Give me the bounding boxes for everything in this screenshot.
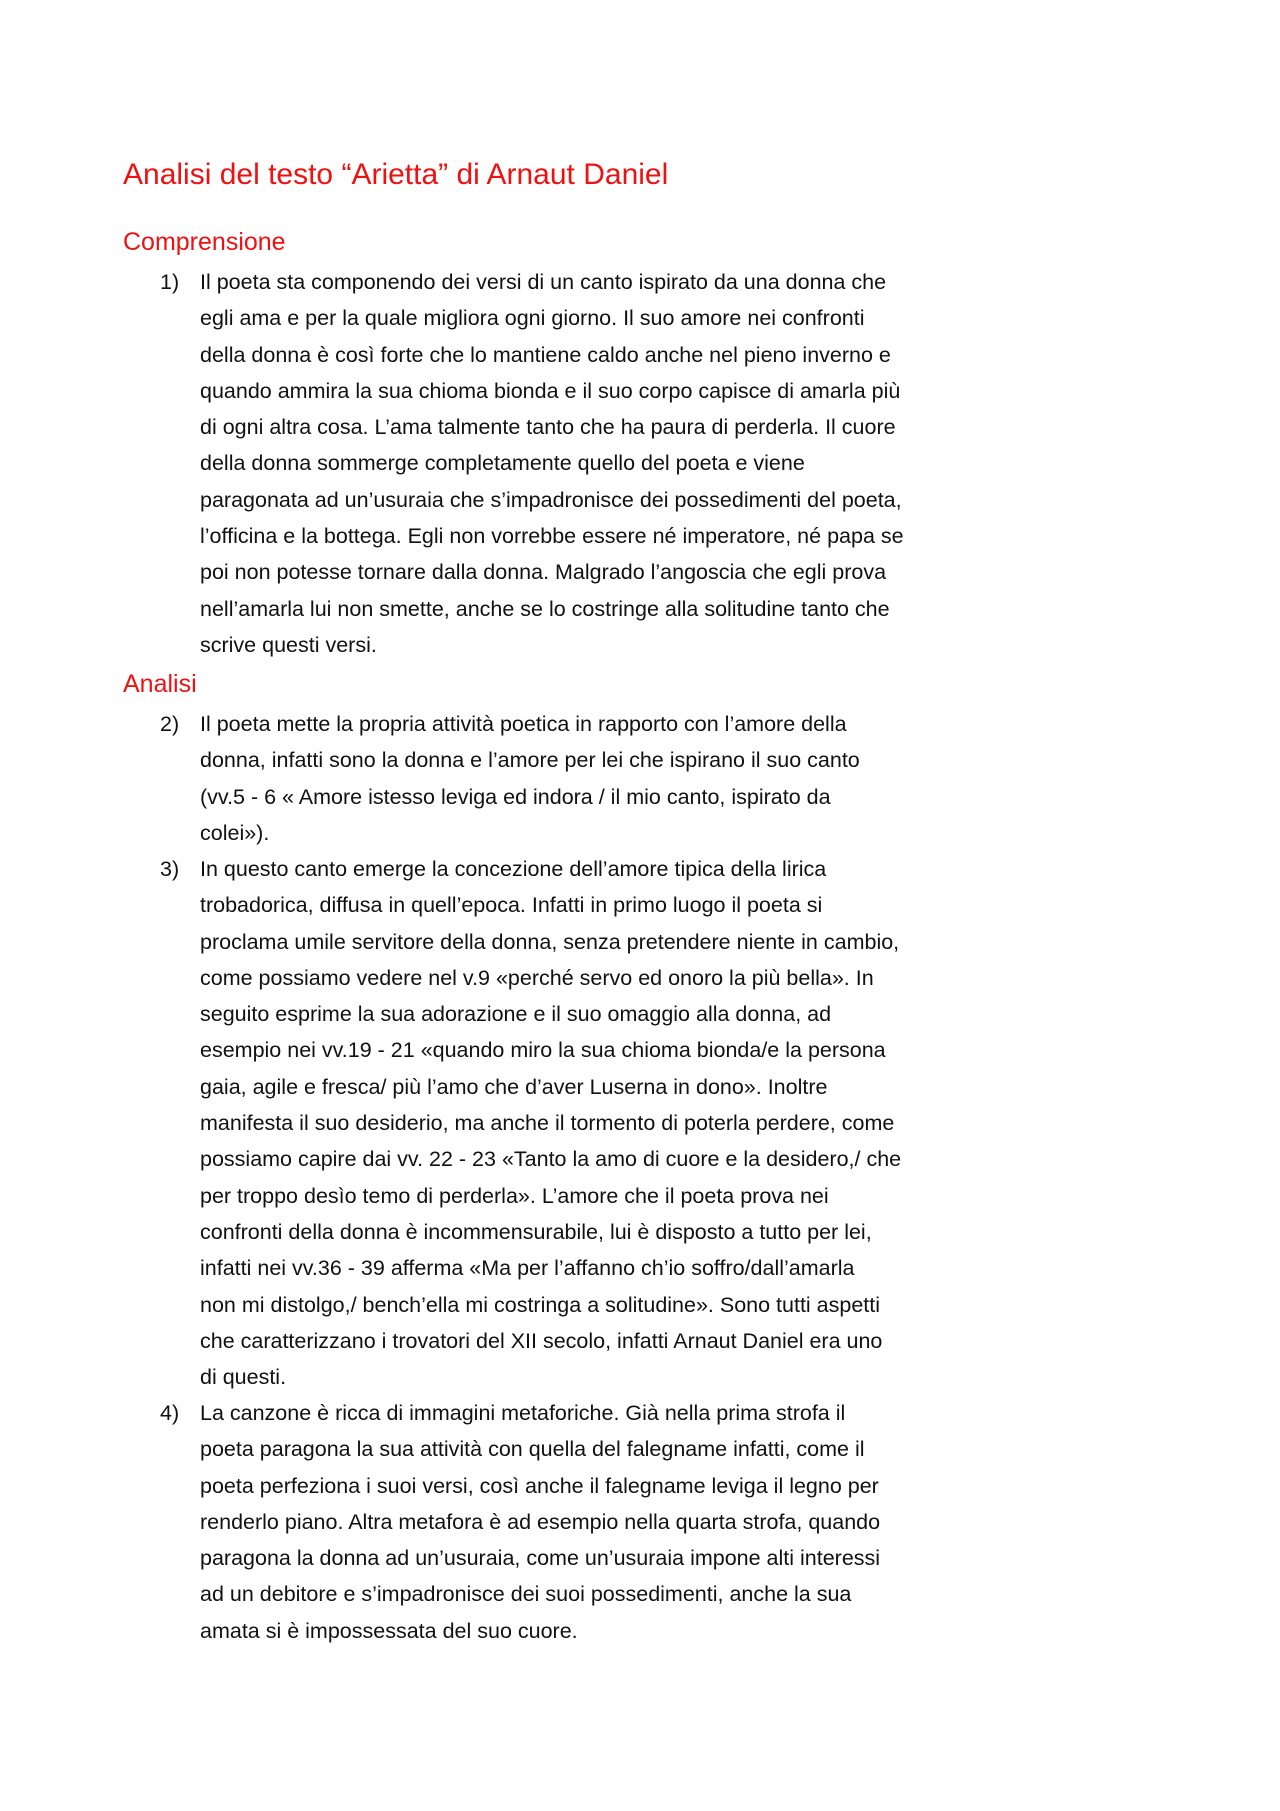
text-line: della donna è così forte che lo mantiene caldo anche nel pieno inverno e [200, 342, 891, 367]
text-line: paragona la donna ad un’usuraia, come un’usuraia impone alti interessi [200, 1546, 881, 1571]
text-line: poeta paragona la sua attività con quella del falegname infatti, come il [200, 1437, 865, 1462]
list-item-text [200, 1395, 990, 1649]
text-line: di ogni altra cosa. L’ama talmente tanto che ha paura di perderla. Il cuore [200, 415, 896, 440]
text-line: renderlo piano. Altra metafora è ad esempio nella quarta strofa, quando [200, 1509, 881, 1534]
text-line: l’officina e la bottega. Egli non vorrebbe essere né imperatore, né papa se [200, 524, 904, 549]
text-line: nell’amarla lui non smette, anche se lo costringe alla solitudine tanto che [200, 596, 890, 621]
document-title: Analisi del testo “Arietta” di Arnaut Daniel [123, 158, 669, 191]
text-line: di questi. [200, 1365, 287, 1390]
text-line: In questo canto emerge la concezione dell’amore tipica della lirica [200, 857, 827, 881]
list-item-number: 3) [160, 857, 180, 881]
text-line: scrive questi versi. [200, 632, 377, 657]
list-item-number: 4) [160, 1401, 180, 1425]
text-line: infatti nei vv.36 - 39 afferma «Ma per l’affanno ch’io soffro/dall’amarla [200, 1256, 855, 1281]
text-line: trobadorica, diffusa in quell’epoca. Infatti in primo luogo il poeta si [200, 893, 823, 918]
text-line: poeta perfeziona i suoi versi, così anche il falegname leviga il legno per [200, 1473, 879, 1498]
text-line: amata si è impossessata del suo cuore. [200, 1618, 578, 1643]
text-line: proclama umile servitore della donna, senza pretendere niente in cambio, [200, 929, 900, 954]
text-line: come possiamo vedere nel v.9 «perché servo ed onoro la più bella». In [200, 965, 874, 990]
text-line: (vv.5 - 6 « Amore istesso leviga ed indora / il mio canto, ispirato da [200, 784, 831, 809]
text-line: seguito esprime la sua adorazione e il suo omaggio alla donna, ad [200, 1002, 832, 1027]
text-line: gaia, agile e fresca/ più l’amo che d’aver Luserna in dono». Inoltre [200, 1074, 828, 1099]
text-line: paragonata ad un’usuraia che s’impadronisce dei possedimenti del poeta, [200, 487, 902, 512]
section-heading-analisi: Analisi [123, 670, 197, 698]
text-line: quando ammira la sua chioma bionda e il suo corpo capisce di amarla più [200, 378, 901, 403]
text-line: colei»). [200, 820, 270, 845]
text-line: non mi distolgo,/ bench’ella mi costringa a solitudine». Sono tutti aspetti [200, 1292, 881, 1317]
text-line: confronti della donna è incommensurabile, lui è disposto a tutto per lei, [200, 1219, 872, 1244]
text-line: possiamo capire dai vv. 22 - 23 «Tanto la amo di cuore e la desidero,/ che [200, 1147, 902, 1172]
text-line: Il poeta sta componendo dei versi di un canto ispirato da una donna che [200, 270, 887, 294]
text-line: poi non potesse tornare dalla donna. Malgrado l’angoscia che egli prova [200, 560, 887, 585]
section-heading-comprensione: Comprensione [123, 228, 286, 256]
text-line: per troppo desìo temo di perderla». L’amore che il poeta prova nei [200, 1183, 829, 1208]
list-item-number: 2) [160, 712, 180, 736]
text-line: egli ama e per la quale migliora ogni giorno. Il suo amore nei confronti [200, 306, 865, 331]
list-item-text [200, 264, 990, 663]
list-item-text [200, 851, 990, 1395]
text-line: della donna sommerge completamente quello del poeta e viene [200, 451, 805, 476]
text-line: Il poeta mette la propria attività poetica in rapporto con l’amore della [200, 712, 847, 736]
list-item-number: 1) [160, 270, 180, 294]
list-item-text [200, 706, 990, 851]
text-line: La canzone è ricca di immagini metaforiche. Già nella prima strofa il [200, 1401, 846, 1425]
text-line: manifesta il suo desiderio, ma anche il tormento di poterla perdere, come [200, 1111, 895, 1136]
text-line: esempio nei vv.19 - 21 «quando miro la sua chioma bionda/e la persona [200, 1038, 886, 1063]
text-line: ad un debitore e s’impadronisce dei suoi possedimenti, anche la sua [200, 1582, 852, 1607]
text-line: donna, infatti sono la donna e l’amore per lei che ispirano il suo canto [200, 748, 860, 773]
text-line: che caratterizzano i trovatori del XII secolo, infatti Arnaut Daniel era uno [200, 1328, 883, 1353]
